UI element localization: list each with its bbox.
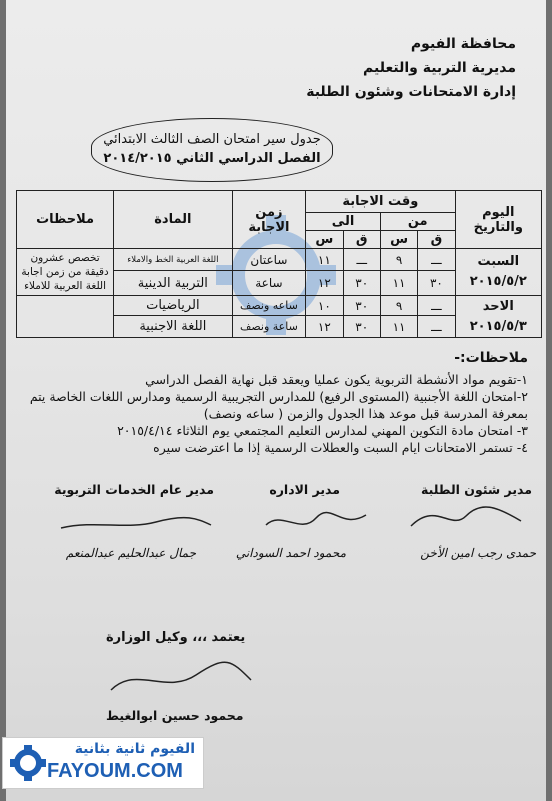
header-from-minutes: ق: [418, 231, 455, 249]
duration-cell: ساعتان: [232, 249, 306, 271]
day-date: ٢٠١٥/٥/٣: [469, 318, 527, 334]
signature-scribble-icon: [56, 500, 216, 540]
notes-section: [13, 350, 528, 456]
signature-title: مدير الاداره: [269, 482, 340, 497]
header-to-hours: س: [306, 231, 343, 249]
note-cell: تخصص عشرون دقيقة من زمن اجابة اللغة العربية للاملاء: [17, 249, 114, 296]
exam-title: جدول سير امتحان الصف الثالث الابتدائي: [103, 132, 321, 147]
signature-name: حمدى رجب امين الأخن: [420, 546, 536, 560]
day-date: ٢٠١٥/٥/٢: [469, 274, 527, 289]
time-cell: ٣٠: [418, 271, 455, 296]
time-cell: ٣٠: [343, 296, 380, 316]
time-cell: ١١: [380, 316, 417, 338]
gear-logo-icon: [9, 743, 47, 783]
time-cell: ـــ: [418, 249, 455, 271]
department-label: إدارة الامتحانات وشئون الطلبة: [306, 84, 516, 100]
subject-cell: الرياضيات: [114, 296, 232, 316]
time-cell: ١٢: [306, 316, 343, 338]
duration-cell: ساعة ونصف: [232, 316, 306, 338]
time-cell: ـــ: [418, 316, 455, 338]
notes-title: ملاحظات:-: [454, 350, 528, 366]
approval-label: يعتمد ،،، وكيل الوزارة: [106, 630, 246, 645]
directorate-label: مديرية التربية والتعليم: [363, 60, 516, 76]
site-logo: [2, 737, 204, 789]
header-day-date: اليوم والتاريخ: [455, 191, 541, 249]
time-cell: ١١: [380, 271, 417, 296]
note-cell: [17, 296, 114, 338]
logo-latin-text: FAYOUM.COM: [47, 760, 183, 782]
time-cell: ٣٠: [343, 271, 380, 296]
day-name: الاحد: [482, 298, 514, 314]
header-from-hours: س: [380, 231, 417, 249]
exam-term: الفصل الدراسي الثاني ٢٠١٤/٢٠١٥: [103, 151, 321, 166]
signature-scribble-icon: [406, 496, 526, 536]
time-cell: ١١: [306, 249, 343, 271]
logo-arabic-text: الفيوم ثانية بثانية: [74, 741, 195, 757]
time-cell: ٩: [380, 249, 417, 271]
header-notes: ملاحظات: [17, 191, 114, 249]
note-item: ٣- امتحان مادة التكوين المهني لمدارس التعليم المجتمعي يوم الثلاثاء ٢٠١٥/٤/١٤: [117, 423, 528, 438]
day-cell: [455, 249, 541, 296]
signature-scribble-icon: [106, 650, 256, 705]
header-from: من: [380, 213, 455, 231]
note-item: ٢-امتحان اللغة الأجنبية (المستوى الرفيع) للمدارس التجريبية الرسمية ومدارس اللغات الخاصة يتم بمعرفة المدرسة قبل موعد هذا الجدول والزمن ( ساعه ونصف): [29, 389, 528, 421]
time-cell: ٣٠: [343, 316, 380, 338]
signature-title: مدير شئون الطلبة: [421, 482, 532, 497]
note-item: ٤- تستمر الامتحانات ايام السبت والعطلات الرسمية إذا ما اعترضت سيره: [153, 440, 528, 455]
signature-name: محمود احمد السوداني: [235, 546, 346, 560]
signature-scribble-icon: [261, 500, 371, 540]
header-subject: المادة: [114, 191, 232, 249]
day-name: السبت: [477, 254, 520, 269]
approval-name: محمود حسين ابوالغيط: [106, 708, 244, 723]
time-cell: ـــ: [418, 296, 455, 316]
governorate-label: محافظة الفيوم: [410, 36, 516, 52]
header-answer-time: وقت الاجابة: [306, 191, 455, 213]
duration-cell: ساعة: [232, 271, 306, 296]
exam-schedule-table: [16, 190, 542, 338]
header-to: الى: [306, 213, 381, 231]
time-cell: ٩: [380, 296, 417, 316]
signature-name: جمال عبدالحليم عبدالمنعم: [65, 546, 196, 560]
time-cell: ـــ: [343, 249, 380, 271]
exam-title-box: [91, 118, 333, 182]
subject-cell: اللغة الاجنبية: [114, 316, 232, 338]
duration-cell: ساعه ونصف: [232, 296, 306, 316]
subject-cell: اللغة العربية الخط والاملاء: [114, 249, 232, 271]
subject-cell: التربية الدينية: [114, 271, 232, 296]
note-item: ١-تقويم مواد الأنشطة التربوية يكون عمليا ويعقد قبل نهاية الفصل الدراسي: [145, 372, 528, 387]
signature-title: مدير عام الخدمات التربوية: [54, 482, 214, 497]
day-cell: [455, 296, 541, 338]
header-duration: زمن الاجابة: [232, 191, 306, 249]
time-cell: ١٢: [306, 271, 343, 296]
header-to-minutes: ق: [343, 231, 380, 249]
time-cell: ١٠: [306, 296, 343, 316]
document-page: [6, 0, 546, 801]
